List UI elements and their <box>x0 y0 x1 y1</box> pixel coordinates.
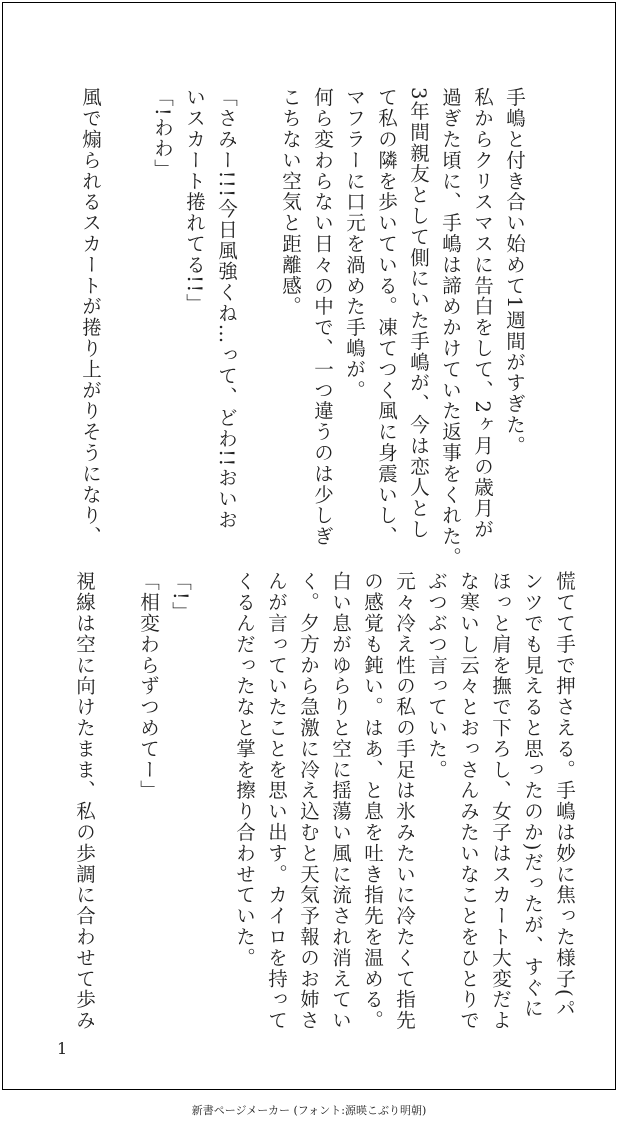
manuscript-page <box>2 2 616 1090</box>
text-line: 慌てて手で押さえる。手嶋は妙に焦った様子(パ <box>553 571 576 1019</box>
text-line: 過ぎた頃に、手嶋は諦めかけていた返事をくれた。 <box>439 87 462 568</box>
text-line: 元々冷え性の私の手足は氷みたいに冷たくて指先 <box>393 571 416 1031</box>
page-number: 1 <box>57 1039 68 1058</box>
dialogue-line: 「!わわ」 <box>151 87 174 180</box>
text-line: 3年間親友として側にいた手嶋が、今は恋人とし <box>407 87 430 540</box>
dialogue-line: 「相変わらずつめてー」 <box>137 571 160 801</box>
text-line: て私の隣を歩いている。凍てつく風に身震いし、 <box>375 87 398 547</box>
text-line: 白い息がゆらりと空に揺蕩い風に流され消えてい <box>329 571 352 1031</box>
text-line: マフラーに口元を渦めた手嶋が。 <box>343 87 366 401</box>
text-line: の感覚も鈍い。はあ、と息を吐き指先を温める。 <box>361 571 384 1031</box>
text-line: 何ら変わらない日々の中で、一つ違うのは少しぎ <box>311 87 334 547</box>
text-line: な寒いし云々とおっさんみたいなことをひとりで <box>457 571 480 1031</box>
text-line: 私からクリスマスに告白をして、2ヶ月の歳月が <box>471 87 494 540</box>
text-line: 風で煽られるスカートが捲り上がりそうになり、 <box>79 87 102 547</box>
text-line: ぶつぶつ言っていた。 <box>425 571 448 780</box>
text-line: んが言っていたことを思い出す。カイロを持って <box>265 571 288 1031</box>
text-line: 視線は空に向けたまま、私の歩調に合わせて歩み <box>73 571 96 1031</box>
text-line: く。夕方から急激に冷え込むと天気予報のお姉さ <box>297 571 320 1031</box>
text-line: こちない空気と距離感。 <box>279 87 302 317</box>
dialogue-line: 「!」 <box>169 571 192 623</box>
dialogue-line: 「さみー!!!今日風強くね…って、どわ!!おいお <box>215 87 238 531</box>
text-line: くるんだったなと掌を擦り合わせていた。 <box>233 571 256 969</box>
text-line: ンツでも見えると思ったのか)だったが、すぐに <box>521 571 544 1019</box>
text-line: 手嶋と付き合い始めて1週間がすぎた。 <box>503 87 526 457</box>
footer-caption: 新書ページメーカー (フォント:源暎こぶり明朝) <box>191 1104 427 1117</box>
text-line: ほっと肩を撫で下ろし、女子はスカート大変だよ <box>489 571 512 1031</box>
dialogue-line: いスカート捲れてる!!」 <box>183 87 206 315</box>
